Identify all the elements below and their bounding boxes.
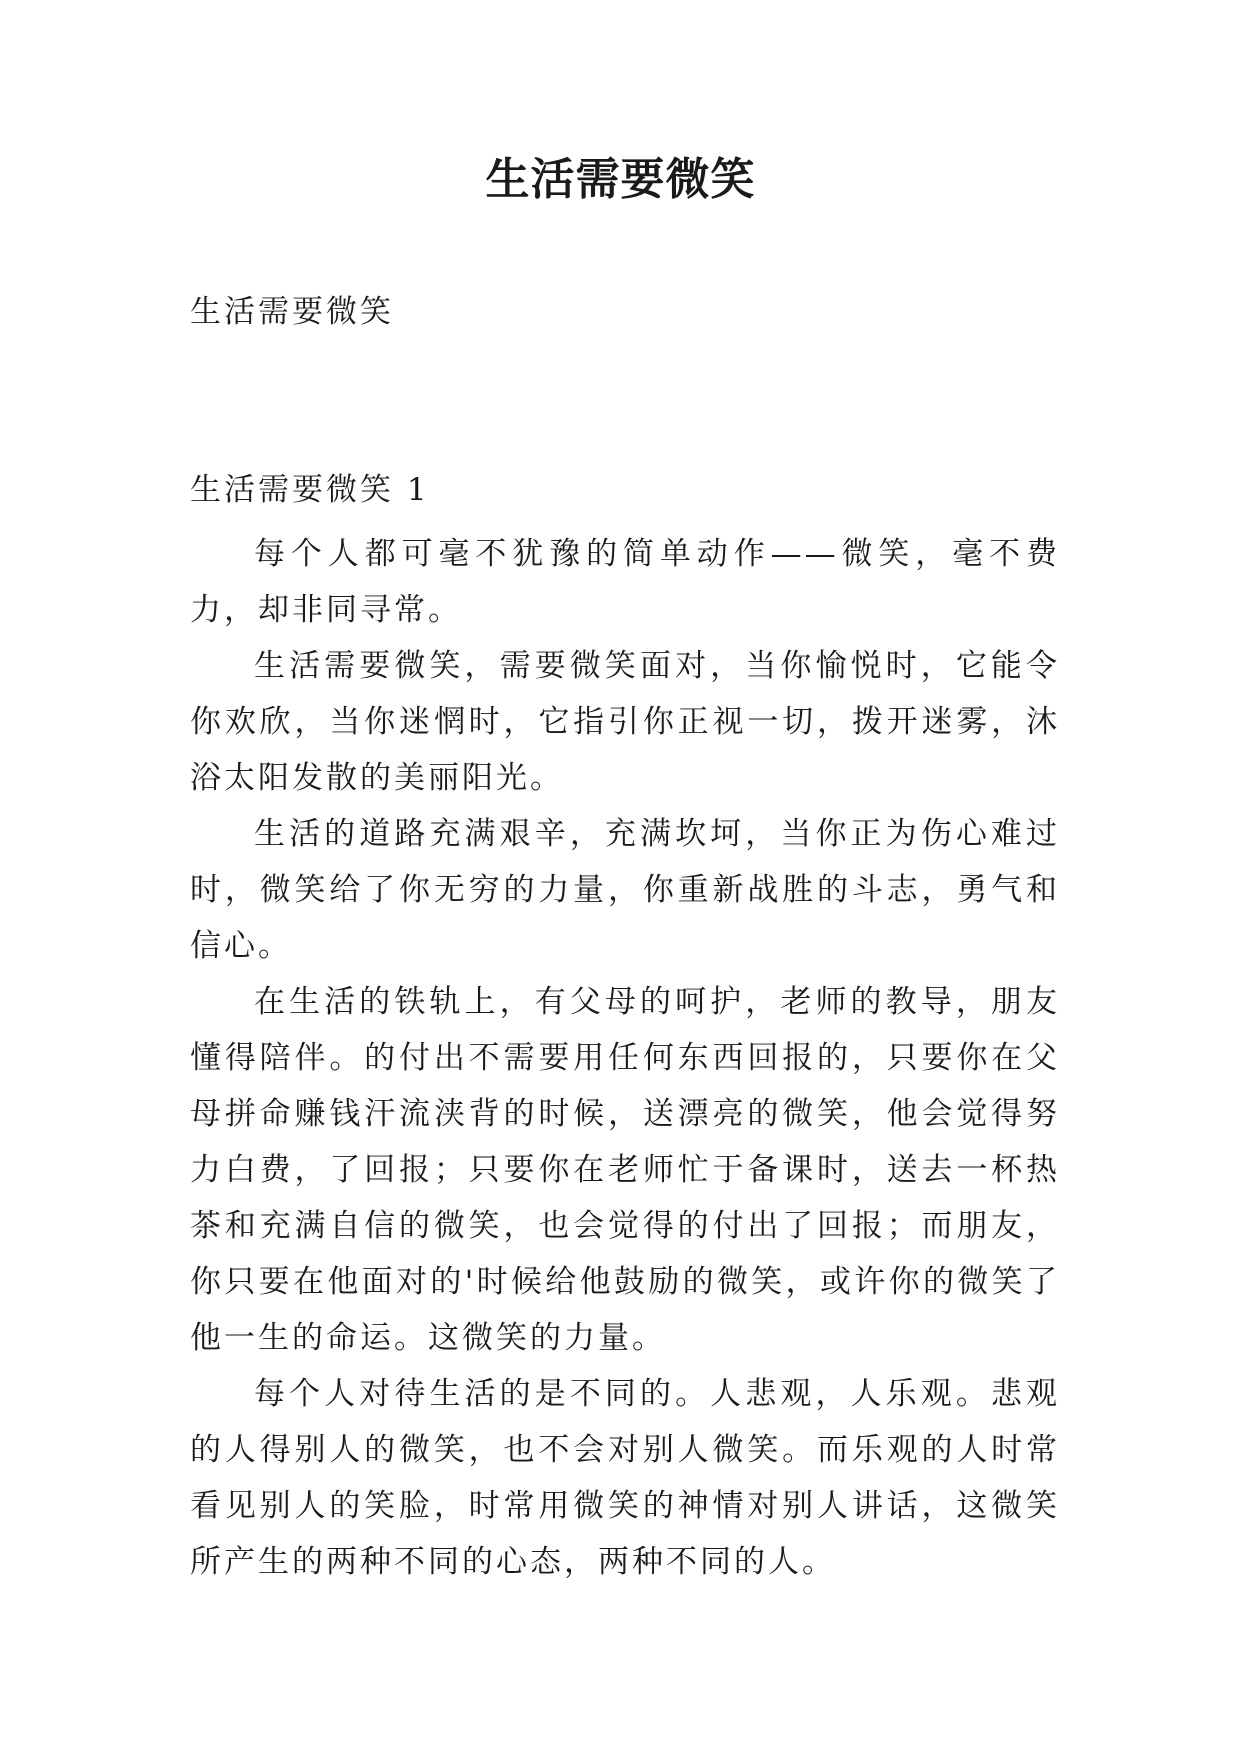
paragraph-1: 每个人都可毫不犹豫的简单动作——微笑，毫不费力，却非同寻常。 [190, 536, 1060, 628]
paragraph-2: 生活需要微笑，需要微笑面对，当你愉悦时，它能令你欢欣，当你迷惘时，它指引你正视一切，拨开迷雾，沐浴太阳发散的美丽阳光。 [190, 648, 1060, 796]
paragraph-5: 每个人对待生活的是不同的。人悲观，人乐观。悲观的人得别人的微笑，也不会对别人微笑。而乐观的人时常看见别人的笑脸，时常用微笑的神情对别人讲话，这微笑所产生的两种不同的心态，两种不同的人。 [190, 1376, 1060, 1580]
document-subtitle: 生活需要微笑 [190, 294, 394, 330]
paragraph-4: 在生活的铁轨上，有父母的呵护，老师的教导，朋友懂得陪伴。的付出不需要用任何东西回报的，只要你在父母拼命赚钱汗流浃背的时候，送漂亮的微笑，他会觉得努力白费，了回报；只要你在老师忙于备课时，送去一杯热茶和充满自信的微笑，也会觉得的付出了回报；而朋友，你只要在他面对的'时候给他鼓励的微笑，或许你的微笑了他一生的命运。这微笑的力量。 [190, 984, 1060, 1356]
document-title: 生活需要微笑 [485, 154, 756, 205]
paragraph-3: 生活的道路充满艰辛，充满坎坷，当你正为伤心难过时，微笑给了你无穷的力量，你重新战胜的斗志，勇气和信心。 [190, 816, 1060, 964]
section-heading: 生活需要微笑 1 [190, 472, 430, 508]
document-body [190, 526, 1060, 1590]
